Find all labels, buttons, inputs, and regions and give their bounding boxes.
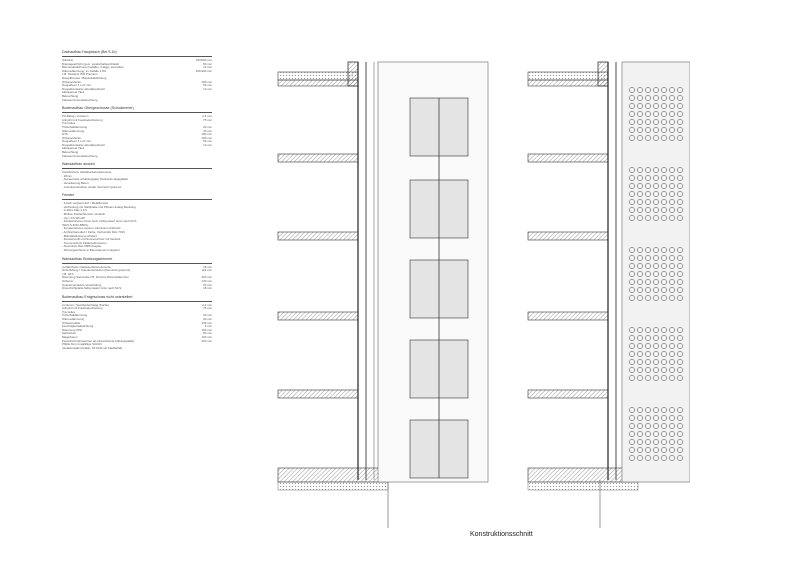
legend-thickness: 12 mm	[203, 142, 212, 147]
legend-thickness: 100 mm	[201, 335, 212, 340]
legend-thickness: 200 mm	[201, 79, 212, 84]
legend-material: (Isolationsdämmplatte, 18.0140 mit Kapillarität)	[62, 345, 123, 350]
legend-thickness: 180 mm	[201, 132, 212, 137]
legend-thickness: 124 mm	[201, 268, 212, 273]
legend-material: Anhydrit mit Fussbodenheizung	[62, 117, 103, 122]
legend-material: Akkupaneel Vlies	[62, 146, 85, 151]
legend-section-title: Wandaufbau Brüstungselement	[62, 257, 212, 264]
legend-material: Doppelkonstante akustikperforiert	[62, 86, 106, 91]
legend-material: - Verankerung Beton	[62, 181, 89, 186]
legend-material: (NCS S 6010-B50G)	[62, 222, 89, 227]
legend-material: - Führungsschiene in Betonelement integriert	[62, 247, 120, 252]
legend-material: - Linienkonstruktion metall, thermisch getrennt	[62, 184, 122, 189]
legend-material: vorfabrizierte Glasfaserbetonelemente	[62, 264, 112, 269]
legend-material: PU-Belag / Linoleum	[62, 114, 89, 119]
legend-thickness: 30 mm	[203, 128, 212, 133]
legend-material: Dämmung XPS	[62, 327, 82, 332]
legend-material: z.B. Swisspor PIR Premium	[62, 72, 98, 77]
legend-material: Akkupaneel Vlies	[62, 90, 85, 95]
legend-material: - Mullion Dreifachfenster verdeckt	[62, 212, 106, 216]
legend-material: Beleuchtung	[62, 93, 79, 98]
legend-row	[62, 155, 212, 159]
legend-thickness: 75 mm	[203, 117, 212, 122]
legend-thickness: 240 mm	[201, 320, 212, 325]
legend-section-title: Fenster	[62, 193, 212, 200]
legend-thickness: 54 mm	[203, 83, 212, 88]
legend-material: - Fensterprofil und Sonnenschutz mit Verdeck	[62, 237, 121, 242]
legend-thickness: 2-4 mm	[202, 302, 212, 307]
legend-material: Linoleum / Sportbodenbelag (Küche)	[62, 302, 110, 307]
legend-section-title: Bodenaufbau Obergeschosse (Schulzimmer)	[62, 106, 212, 113]
legend-material: Doppelboot 2 x 27 mm	[62, 139, 92, 144]
legend-material: Kiesschicht (Einwehren als Hinreichende Füllungsplatte)	[62, 338, 135, 343]
legend-thickness: 140 mm	[201, 278, 212, 283]
legend-material: - 3-fach verglast Holz / Metallfenster	[62, 201, 109, 206]
legend-material: - Verbindung mit Stahlplatte und Pfosten analog Beratung	[62, 204, 136, 209]
material-legend	[62, 50, 212, 354]
legend-material: - Sonnenschutz Faltlamellenstoren	[62, 240, 107, 245]
legend-thickness: 200 mm	[201, 135, 212, 140]
legend-thickness: 200 mm	[201, 338, 212, 343]
legend-section	[62, 50, 212, 102]
legend-material: Ortbeton	[62, 278, 74, 283]
legend-material: Ortbetondecke	[62, 79, 81, 84]
legend-material: Trennvlies	[62, 121, 76, 126]
legend-thickness: 50 mm	[203, 331, 212, 336]
legend-section	[62, 106, 212, 158]
legend-thickness: 160 mm	[201, 327, 212, 332]
legend-section	[62, 193, 212, 252]
legend-material: z.B. IsTA	[62, 271, 74, 276]
legend-material: - Fensterrahmen aussen, Aluminium Anthrazit	[62, 226, 121, 231]
legend-material: Doppelboot 2 x 27 mm	[62, 83, 92, 88]
legend-material: Beleuchtung	[62, 150, 79, 155]
legend-row	[62, 287, 212, 291]
legend-material: - Brandabdeckung schwarz	[62, 233, 98, 238]
legend-thickness: 12 mm	[203, 86, 212, 91]
legend-row	[62, 249, 212, 253]
legend-material: Pfähle bis in tragfähige Schicht	[62, 342, 102, 347]
legend-material: - Aluminium RAL 9006 Alugrau	[62, 244, 102, 249]
legend-material: Bitumenabdichtung (Gefälle), 2-lagig, wurzelfest	[62, 65, 124, 70]
legend-material: Klassenzimmerbeleuchtung	[62, 153, 98, 158]
legend-thickness: 150/200 mm	[195, 58, 212, 62]
legend-row	[62, 186, 212, 190]
legend-thickness: 20 mm	[203, 313, 212, 318]
legend-thickness: 50 mm	[203, 61, 212, 66]
legend-thickness: 54 mm	[203, 139, 212, 144]
legend-section-title: Bodenaufbau Erdgeschoss nicht unterkellert	[62, 295, 212, 302]
legend-thickness: 20 mm	[203, 124, 212, 129]
legend-material: Wärmedämmung	[62, 128, 85, 133]
legend-thickness: 18 mm	[203, 264, 212, 269]
legend-material: - Aussenseite schalungsglatt, Rückseite abgeglättet	[62, 177, 129, 182]
legend-material: - 18mm	[62, 173, 72, 178]
legend-material: Drainageschicht (gem. Landschaftsarchitekt)	[62, 61, 120, 66]
legend-thickness: 150-300 mm	[195, 68, 212, 73]
legend-row	[62, 99, 212, 103]
legend-thickness: 20 mm	[203, 282, 212, 287]
legend-thickness: 75 mm	[203, 306, 212, 311]
legend-material: Feuchtigkeitsabdichtung	[62, 324, 94, 329]
legend-material: Unterkonstruktion Verschalung	[62, 282, 102, 287]
legend-material: - U-Wert Glas ≤ 0,6	[62, 208, 87, 213]
legend-thickness: 18 mm	[203, 286, 212, 291]
legend-material: Hinterlüftung / Unterkonstruktion (thermisch getrennt)	[62, 268, 131, 273]
legend-material: HTS	[62, 132, 68, 137]
legend-material: Wärmedämmung	[62, 317, 85, 322]
legend-material: Magerbeton	[62, 335, 78, 340]
legend-material: Dampfbremse / Bauzeitabdichtung	[62, 75, 107, 80]
legend-material: - Anthrazitanodiert / Farbe, Verbundtür RAL 7016	[62, 229, 125, 234]
window-column-left	[410, 98, 468, 478]
legend-material: - Ug = 0,5 W/m2K	[62, 215, 86, 220]
legend-material: Substrat	[62, 58, 73, 62]
legend-material: Trennvlies	[62, 309, 76, 314]
legend-section	[62, 295, 212, 351]
legend-material: Ortbetonplatte	[62, 320, 81, 325]
construction-section-drawing	[270, 50, 690, 528]
legend-material: Wärmedämmung, im Gefälle 1,5%	[62, 68, 107, 73]
legend-row	[62, 347, 212, 351]
drawing-caption: Konstruktionsschnitt	[470, 531, 533, 538]
legend-thickness: 10 mm	[203, 65, 212, 70]
legend-material: Sauberkeit	[62, 331, 76, 336]
legend-material: Trittschalldämmung	[62, 313, 88, 318]
legend-thickness: 220 mm	[201, 275, 212, 280]
legend-material: Ortbetondecke	[62, 135, 81, 140]
legend-material: Trittschalldämmung	[62, 124, 88, 129]
legend-section-title: Dachaufbau Hauptdach (Bel.S.1b)	[62, 50, 212, 57]
legend-material: Dreischichtplatte farbig lasiert Grün nach NCS	[62, 286, 122, 291]
legend-material: Doppelkonstante akustikperforiert	[62, 142, 106, 147]
legend-section	[62, 257, 212, 291]
legend-section	[62, 162, 212, 189]
legend-thickness: 2-4 mm	[202, 114, 212, 119]
legend-material: - Fensterrahmen innen Holz, farbig lasiert Grün nach NCS	[62, 219, 137, 224]
legend-material: Klassenzimmerbeleuchtung	[62, 97, 98, 102]
legend-material: Vorfabrizierte Glasfaserbetonelemente	[62, 170, 112, 175]
legend-material: Anhydrit mit Fussbodenheizung	[62, 306, 103, 311]
legend-material: Dämmung Steinwolle z.B. Flumroc Dämmplatte Duo	[62, 275, 129, 280]
legend-thickness: 30 mm	[203, 317, 212, 322]
legend-thickness: 5 mm	[204, 324, 212, 329]
legend-section-title: Wandaufbau aussen	[62, 162, 212, 169]
